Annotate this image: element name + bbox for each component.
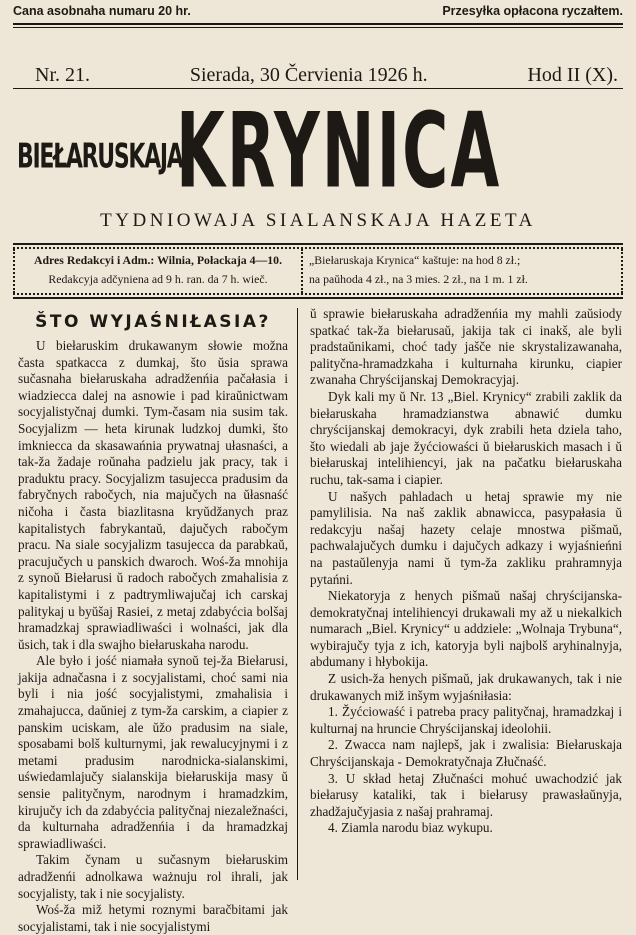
list-item: 4. Ziamla narodu biaz wykupu.: [328, 820, 493, 836]
price-note: Cana asobnaha numaru 20 hr.: [13, 4, 191, 18]
article-paragraph: U biełaruskim drukawanym słowie možna časta spatkacca z dumkaj, što ŭsia sprawa sučasnaha biełaruskaha adradženńia pačałasia i wiadziecca dalej na asnowie i pad kiraŭnictwam socyjalistyčnaj dumki. Tym-časam nia susim tak. Socyjalizm — heta kirunak ludzkoj dumki, što imkniecca da skasawańnia prywatnaj ułasnaści, a tak-ža žadaje roŭnaha padzielu jak pracy, tak i praduktu pracy. Socyjalizm tasujecca pradusim da fabryčnych rabočych, nia majučych na ŭłasnaść ničoha i časta biazlitasna kryŭdžanych praz kapitalistych fabrykantaŭ, dajučych rabočym pracu. Na siale socyjalizm tasujecca da parabkaŭ, pracujučych u panskich dwaroch. Woś-ža mnohija z synoŭ Biełarusi ŭ radoch rabočych zmahalisia z kapitalistymi i z padtrymliwajučaj ich carskaj palitykaj u byŭšaj Rasiei, z metaj zdabyćcia bolšaj hramadzkaj sprawiadliwaści i wolnaści, jak dla ŭsich, tak i dla swajho biełaruskaha narodu.: [18, 338, 288, 652]
article-paragraph: Woś-ža miž hetymi roznymi baračbitami jak socyjalistami, tak i nie socyjalistymi: [18, 902, 288, 934]
issue-date: Sierada, 30 Červienia 1926 h.: [189, 64, 428, 86]
postage-note: Przesyłka opłacona ryczałtem.: [442, 4, 623, 18]
issue-line: [35, 64, 618, 87]
volume: Hod II (X).: [527, 64, 618, 86]
price-block: [309, 251, 619, 289]
article-right-column: [310, 306, 622, 837]
issue-rule: [13, 88, 623, 89]
info-box-dots-top: [13, 247, 623, 249]
info-box-right-edge: [621, 249, 623, 293]
article-paragraph: ŭ sprawie biełaruskaha adradženńia my mahli zaŭsiody spatkać tak-ža biełarusaŭ, jakija tak ci inakš, ale byli pradstaŭnikami, choć tady jašče nie skrystalizawanaha, palityčna-hramadzkaha i kulturnaha kirunku, ciapier zwanaha Chryścijanskaj Demokracyjaj.: [310, 306, 622, 388]
info-box-divider: [301, 249, 303, 293]
info-box: [13, 243, 623, 299]
address-block: [19, 251, 297, 289]
article-heading: ŠTO WYJAŚNIŁASIA?: [35, 312, 271, 332]
info-box-left-edge: [13, 249, 15, 293]
masthead-title: KRYNICA: [176, 92, 502, 213]
article-paragraph: Takim čynam u sučasnym biełaruskim adradženńi adnolkawa ważnuju rol ihrali, jak socyjalisty, tak i nie socyjalisty.: [18, 852, 288, 901]
price-line-1: „Biełaruskaja Krynica“ kaštuje: na hod 8 zł.;: [309, 253, 521, 267]
article-paragraph: Z usich-ža henych pišmaŭ, jak drukawanych, tak i nie drukawanych miž inšym wyjaśniłasia:: [310, 671, 622, 703]
article-paragraph: Dyk kali my ŭ Nr. 13 „Biel. Krynicy“ zrabili zaklik da biełaruskaha hramadzianstwa abnawić dumku chryścijanskaj demokracyi, dyk zrabili heta dziela taho, što wiedali ab jaje žyćciowaści ŭ biełaruskich masach i ŭ biełaruskaj intelihiencyi, jak na pačatku biełaruskaha ruchu, tak-sama i ciapier.: [310, 388, 622, 487]
list-item: 1. Žyćciowaść i patreba pracy palityčnaj, hramadzkaj i kulturnaj na hruncie Chryścijanskaj ideolohii.: [310, 704, 622, 736]
issue-number: Nr. 21.: [35, 64, 90, 86]
numbered-list: [310, 704, 622, 837]
top-rule-thin: [13, 27, 623, 28]
article-paragraph: Niekatoryja z henych pišmaŭ našaj chryścijanska-demokratyčnaj intelihiencyi drukawali my až u niekalkich numarach „Biel. Krynicy“ u addziele: „Wolnaja Trybuna“, wybirajučy tyja z ich, katoryja byli najbolš aryhinalnyja, abdumany i hłybokija.: [310, 588, 622, 670]
masthead-subtitle: TYDNIOWAJA SIALANSKAJA HAZETA: [100, 210, 536, 231]
info-box-dots-bottom: [13, 293, 623, 295]
top-rule: [13, 23, 623, 25]
price-line-2: na paŭhoda 4 zł., na 3 mies. 2 zł., na 1 m. 1 zł.: [309, 272, 528, 286]
hours-line: Redakcyja adčyniena ad 9 h. ran. da 7 h. wieč.: [48, 272, 268, 286]
masthead-prefix: BIEŁARUSKAJA: [17, 138, 183, 177]
article-paragraph: Ale było i jość niamała synoŭ tej-ža Biełarusi, jakija adnačasna i z socyjalistami, choć sami nia byli i nia jość socyjalistymi, zmahalisia i zmahajucca, daŭniej z tym-ža carskim, a ciapier z panskim uciskam, ale ŭžo pradusim na siale, sposabami bolš kulturnymi, jak rewalucyjnymi i z metami pradusim narodnicka-sialanskimi, uświedamlajučy sialanskija biełaruskija masy ŭ sensie palityčnym, narodnym i hramadzkim, kirujučy ich da zdabyćcia palityčnaj niezaležnaści, da kulturnaha adradženńia i da hramadzkaj sprawiadliwaści.: [18, 653, 288, 851]
article-paragraph: U našych pahladach u hetaj sprawie my nie pamylilisia. Na naš zaklik abnawicca, pasypałasia ŭ redakcyju našaj hazety celaje mnostwa pišmaŭ, pachwalajučych dumku i dajučych adkazy i wyjaśnieńni na pastaŭlenyja nami ŭ tym-ža zakliku prahramnyja pytańni.: [310, 488, 622, 587]
address-line: Adres Redakcyi i Adm.: Wilnia, Połackaja 4—10.: [33, 253, 283, 267]
list-item: 2. Zwacca nam najlepš, jak i zwalisia: Biełaruskaja Chryścijanskaja - Demokratyčnaja Złučnaść.: [310, 737, 622, 770]
article-left-column: [18, 312, 288, 935]
list-item: 3. U skład hetaj Złučnaści mohuć uwachodzić jak biełarusy kataliki, tak i biełarusy prawasłaŭnyja, zhadžajučyjasia z našaj prahramaj.: [310, 770, 622, 819]
top-notes: [13, 4, 623, 18]
column-divider: [297, 308, 298, 880]
